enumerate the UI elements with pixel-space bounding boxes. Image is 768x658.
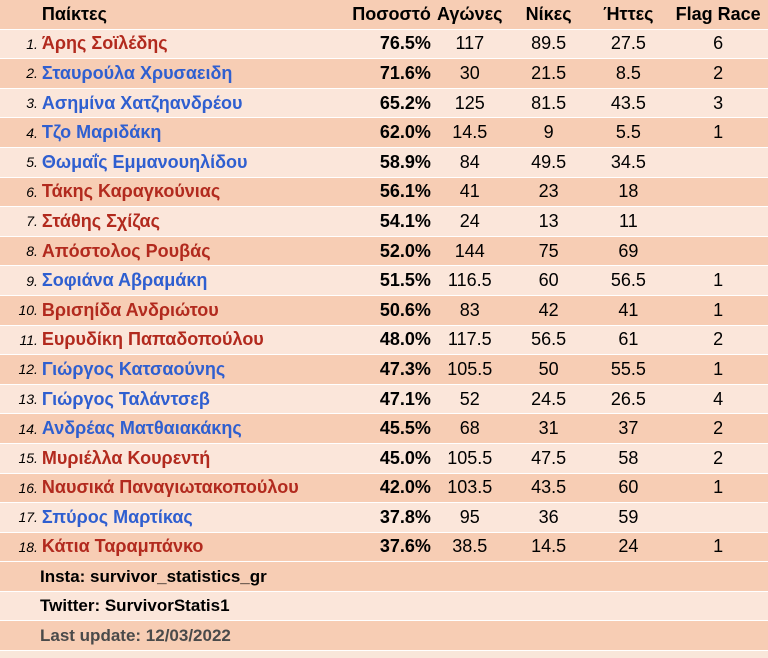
rank-number: 7. [26,213,38,230]
games-count: 68 [459,418,480,439]
player-name: Σοφιάνα Αβραμάκη [41,270,208,291]
win-percentage: 45.5% [379,418,431,439]
win-percentage: 65.2% [379,92,431,113]
table-row [0,296,768,326]
losses-count: 8.5 [615,62,641,83]
games-count: 117 [455,33,485,54]
flag-race-count: 2 [713,447,724,468]
win-percentage: 48.0% [379,329,431,350]
player-name: Ναυσικά Παναγιωτακοπούλου [41,477,299,498]
header-losses: Ήττες [603,3,654,24]
games-count: 105.5 [447,447,493,468]
rank-number: 14. [18,420,38,437]
table-row [0,474,768,504]
losses-count: 59 [618,506,639,527]
win-percentage: 47.3% [379,358,431,379]
player-name: Σπύρος Μαρτίκας [41,506,193,527]
player-name: Βρισηίδα Ανδριώτου [41,299,219,320]
table-row [0,118,768,148]
wins-count: 47.5 [531,447,567,468]
player-name: Στάθης Σχίζας [41,210,160,231]
games-count: 117.5 [447,329,492,350]
games-count: 52 [459,388,480,409]
losses-count: 11 [619,210,638,231]
player-name: Ευρυδίκη Παπαδοπούλου [41,329,264,350]
flag-race-count: 1 [713,536,724,557]
player-name: Γιώργος Ταλάντσεβ [41,388,210,409]
player-name: Τάκης Καραγκούνιας [41,181,221,202]
win-percentage: 47.1% [379,388,431,409]
table-row [0,385,768,415]
table-header [0,0,768,30]
games-count: 14.5 [452,122,488,143]
table-row [0,30,768,60]
flag-race-count: 1 [713,358,724,379]
table-row [0,444,768,474]
games-count: 30 [459,62,480,83]
player-name: Άρης Σοϊλέδης [41,33,168,54]
flag-race-count: 2 [713,418,724,439]
wins-count: 60 [538,270,559,291]
games-count: 83 [459,299,480,320]
games-count: 116.5 [447,270,492,291]
footer-twitter: Twitter: SurvivorStatis1 [0,592,768,622]
rank-number: 17. [18,509,38,526]
losses-count: 41 [618,299,639,320]
header-wins: Νίκες [525,3,572,24]
wins-count: 13 [538,210,559,231]
games-count: 24 [459,210,480,231]
rank-number: 10. [18,302,38,319]
win-percentage: 45.0% [379,447,431,468]
rank-number: 1. [26,35,38,52]
wins-count: 50 [538,358,559,379]
losses-count: 5.5 [615,122,641,143]
rank-number: 8. [26,243,38,260]
wins-count: 81.5 [531,92,567,113]
table-row [0,89,768,119]
losses-count: 27.5 [610,33,646,54]
wins-count: 31 [538,418,559,439]
rank-number: 2. [26,65,38,82]
header-games: Αγώνες [437,3,503,24]
flag-race-count: 3 [713,92,724,113]
player-name: Μυριέλλα Κουρεντή [41,447,211,468]
win-percentage: 71.6% [379,62,431,83]
table-row [0,414,768,444]
rank-number: 13. [18,391,38,408]
win-percentage: 37.6% [379,536,431,557]
table-row [0,207,768,237]
footer-last-update: Last update: 12/03/2022 [0,621,768,651]
win-percentage: 51.5% [379,270,431,291]
flag-race-count: 6 [713,33,724,54]
win-percentage: 42.0% [379,477,431,498]
table-row [0,237,768,267]
rank-number: 4. [26,124,38,141]
games-count: 41 [459,181,480,202]
win-percentage: 58.9% [379,151,431,172]
win-percentage: 37.8% [379,506,431,527]
table-row [0,503,768,533]
losses-count: 69 [618,240,639,261]
flag-race-count: 2 [713,62,724,83]
player-name: Απόστολος Ρουβάς [41,240,211,261]
losses-count: 24 [618,536,639,557]
flag-race-count: 1 [713,299,724,320]
rank-number: 9. [26,272,38,289]
wins-count: 89.5 [531,33,567,54]
table-row [0,533,768,563]
header-players: Παίκτες [41,3,107,24]
games-count: 84 [459,151,480,172]
win-percentage: 52.0% [379,240,431,261]
wins-count: 14.5 [531,536,567,557]
wins-count: 43.5 [531,477,567,498]
rank-number: 3. [26,95,38,112]
rank-number: 11. [19,331,38,348]
games-count: 103.5 [447,477,493,498]
rank-number: 12. [18,361,38,378]
table-row [0,355,768,385]
rank-number: 6. [26,183,38,200]
win-percentage: 54.1% [379,210,431,231]
win-percentage: 62.0% [379,122,431,143]
losses-count: 26.5 [610,388,646,409]
table-row [0,148,768,178]
table-row [0,266,768,296]
wins-count: 42 [538,299,559,320]
losses-count: 61 [618,329,639,350]
losses-count: 18 [618,181,639,202]
wins-count: 49.5 [531,151,567,172]
rank-number: 16. [18,479,38,496]
player-name: Γιώργος Κατσαούνης [41,358,226,379]
player-name: Τζο Μαριδάκη [41,122,162,143]
win-percentage: 56.1% [379,181,431,202]
flag-race-count: 1 [713,477,724,498]
player-name: Ασημίνα Χατζηανδρέου [41,92,243,113]
losses-count: 56.5 [610,270,646,291]
wins-count: 9 [543,122,554,143]
rank-number: 5. [26,154,38,171]
losses-count: 34.5 [610,151,646,172]
win-percentage: 76.5% [379,33,431,54]
games-count: 125 [454,92,485,113]
rank-number: 15. [18,450,38,467]
flag-race-count: 4 [713,388,724,409]
wins-count: 36 [538,506,559,527]
losses-count: 58 [618,447,639,468]
table-row [0,326,768,356]
wins-count: 75 [538,240,559,261]
win-percentage: 50.6% [379,299,431,320]
wins-count: 23 [538,181,559,202]
wins-count: 56.5 [531,329,567,350]
games-count: 38.5 [452,536,488,557]
table-row [0,178,768,208]
table-row [0,59,768,89]
losses-count: 43.5 [610,92,646,113]
losses-count: 37 [618,418,639,439]
player-name: Ανδρέας Ματθαιακάκης [41,418,242,439]
losses-count: 55.5 [610,358,646,379]
header-flag-race: Flag Race [675,3,761,24]
table-body [0,30,768,563]
header-percentage: Ποσοστό [352,3,431,24]
player-name: Θωμαΐς Εμμανουηλίδου [41,151,248,172]
footer-insta: Insta: survivor_statistics_gr [0,562,768,592]
player-name: Σταυρούλα Χρυσαειδη [41,62,233,83]
rank-number: 18. [18,538,38,555]
games-count: 95 [459,506,480,527]
flag-race-count: 1 [713,270,724,291]
losses-count: 60 [618,477,639,498]
wins-count: 21.5 [531,62,567,83]
games-count: 144 [454,240,485,261]
flag-race-count: 2 [713,329,724,350]
player-name: Κάτια Ταραμπάνκο [41,536,204,557]
flag-race-count: 1 [713,122,724,143]
wins-count: 24.5 [531,388,567,409]
games-count: 105.5 [447,358,493,379]
